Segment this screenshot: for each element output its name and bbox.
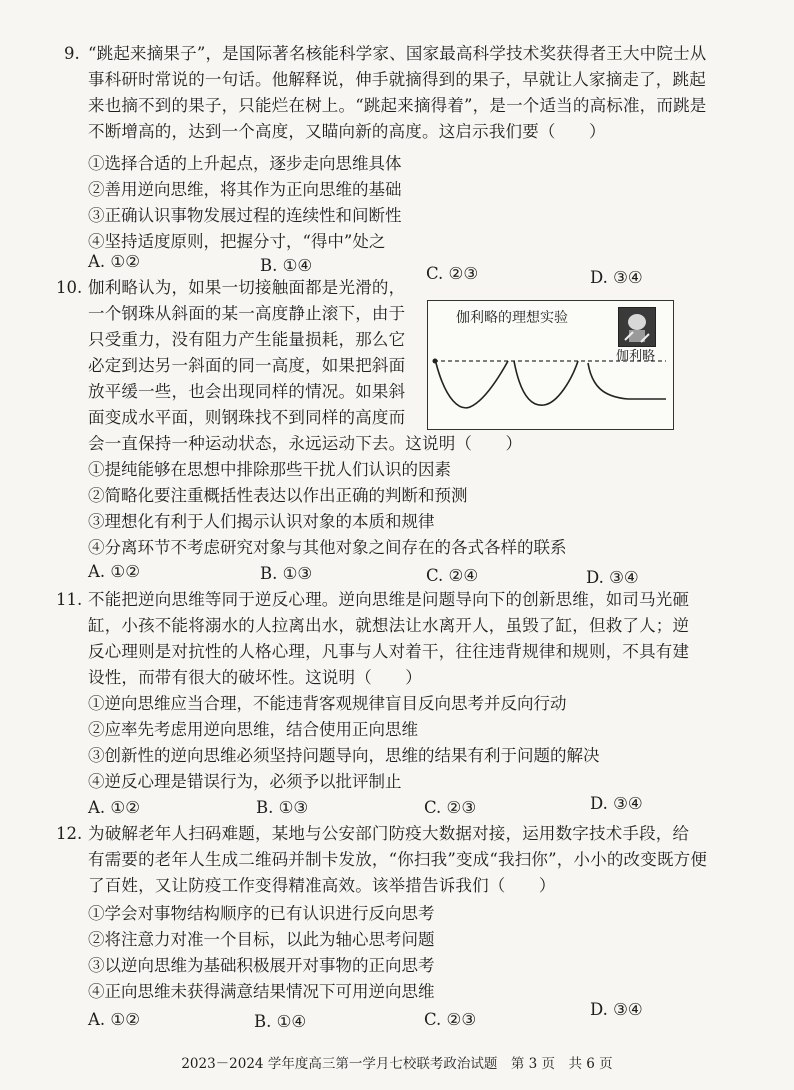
answer-choice-a: A. ①② xyxy=(88,562,140,581)
option-statement: ③正确认识事物发展过程的连续性和间断性 xyxy=(88,206,402,225)
option-statement: ①逆向思维应当合理，不能违背客观规律盲目反向思考并反向行动 xyxy=(88,694,567,713)
answer-choice-c: C. ②③ xyxy=(424,798,477,817)
answer-choice-d: D. ③④ xyxy=(590,1000,643,1019)
answer-choice-c: C. ②③ xyxy=(426,264,479,283)
answer-choice-d: D. ③④ xyxy=(590,268,643,287)
question-text-line: 反心理则是对抗性的人格心理，凡事与人对着干，往往违背规律和规则，不具有建 xyxy=(88,642,690,661)
option-statement: ①学会对事物结构顺序的已有认识进行反向思考 xyxy=(88,904,435,923)
option-statement: ①提纯能够在思想中排除那些干扰人们认识的因素 xyxy=(88,460,451,479)
question-text-line: 设性，而带有很大的破坏性。这说明（ ） xyxy=(88,668,422,687)
answer-choice-d: D. ③④ xyxy=(586,568,639,587)
question-text-line: 缸，小孩不能将溺水的人拉离出水，就想法让水离开人，虽毁了缸，但救了人；逆 xyxy=(88,616,690,635)
portrait-caption: 伽利略 xyxy=(616,349,656,364)
question-text-line: 会一直保持一种运动状态，永远运动下去。这说明（ ） xyxy=(88,434,523,453)
option-statement: ②简略化要注重概括性表达以作出正确的判断和预测 xyxy=(88,486,468,505)
answer-choice-b: B. ①④ xyxy=(254,1012,307,1031)
option-statement: ②善用逆向思维，将其作为正向思维的基础 xyxy=(88,180,402,199)
option-statement: ④正向思维未获得满意结果情况下可用逆向思维 xyxy=(88,982,435,1001)
question-text-line: 来也摘不到的果子，只能烂在树上。“跳起来摘得着”，是一个适当的高标准，而跳是 xyxy=(88,96,707,115)
option-statement: ②应率先考虑用逆向思维，结合使用正向思维 xyxy=(88,720,418,739)
question-number: 11. xyxy=(56,590,83,609)
figure-title: 伽利略的理想实验 xyxy=(456,310,568,326)
galileo-experiment-figure xyxy=(427,300,674,430)
question-text-line: 事科研时常说的一句话。他解释说，伸手就摘得到的果子，早就让人家摘走了，跳起 xyxy=(88,70,706,89)
question-text-line: 必定到达另一斜面的同一高度，如果把斜面 xyxy=(88,356,406,375)
answer-choice-c: C. ②③ xyxy=(424,1010,477,1029)
answer-choice-a: A. ①② xyxy=(88,798,140,817)
ramp-curves-diagram xyxy=(428,301,673,429)
question-text-line: 只受重力，没有阻力产生能量损耗，那么它 xyxy=(88,330,406,349)
option-statement: ④分离环节不考虑研究对象与其他对象之间存在的各式各样的联系 xyxy=(88,538,567,557)
answer-choice-b: B. ①③ xyxy=(256,798,309,817)
option-statement: ④坚持适度原则，把握分寸，“得中”处之 xyxy=(88,232,386,251)
question-text-line: 有需要的老年人生成二维码并制卡发放，“你扫我”变成“我扫你”，小小的改变既方便 xyxy=(88,850,708,869)
question-text-line: 不断增高的，达到一个高度，又瞄向新的高度。这启示我们要（ ） xyxy=(88,122,606,141)
answer-choice-d: D. ③④ xyxy=(590,794,643,813)
question-number: 10. xyxy=(56,278,83,297)
question-text-line: 为破解老年人扫码难题，某地与公安部门防疫大数据对接，运用数字技术手段，给 xyxy=(88,824,690,843)
question-text-line: 面变成水平面，则钢珠找不到同样的高度而 xyxy=(88,408,406,427)
option-statement: ③理想化有利于人们揭示认识对象的本质和规律 xyxy=(88,512,435,531)
question-text-line: 了百姓，又让防疫工作变得精准高效。该举措告诉我们（ ） xyxy=(88,876,556,895)
option-statement: ②将注意力对准一个目标，以此为轴心思考问题 xyxy=(88,930,435,949)
answer-choice-a: A. ①② xyxy=(88,1010,140,1029)
question-text-line: 伽利略认为，如果一切接触面都是光滑的， xyxy=(88,278,406,297)
question-text-line: 放平缓一些，也会出现同样的情况。如果斜 xyxy=(88,382,406,401)
answer-choice-b: B. ①④ xyxy=(260,256,313,275)
answer-choice-a: A. ①② xyxy=(88,252,140,271)
question-text-line: 不能把逆向思维等同于逆反心理。逆向思维是问题导向下的创新思维，如司马光砸 xyxy=(88,590,690,609)
page-footer: 2023－2024 学年度高三第一学月七校联考政治试题 第 3 页 共 6 页 xyxy=(181,1056,613,1072)
option-statement: ①选择合适的上升起点，逐步走向思维具体 xyxy=(88,154,402,173)
question-number: 12. xyxy=(56,824,83,843)
answer-choice-b: B. ①③ xyxy=(260,564,313,583)
answer-choice-c: C. ②④ xyxy=(426,566,479,585)
question-text-line: 一个钢珠从斜面的某一高度静止滚下，由于 xyxy=(88,304,406,323)
option-statement: ④逆反心理是错误行为，必须予以批评制止 xyxy=(88,772,402,791)
option-statement: ③以逆向思维为基础积极展开对事物的正向思考 xyxy=(88,956,435,975)
option-statement: ③创新性的逆向思维必须坚持问题导向，思维的结果有利于问题的解决 xyxy=(88,746,600,765)
question-number: 9. xyxy=(64,44,80,63)
question-text-line: “跳起来摘果子”，是国际著名核能科学家、国家最高科学技术奖获得者王大中院士从 xyxy=(88,44,707,63)
